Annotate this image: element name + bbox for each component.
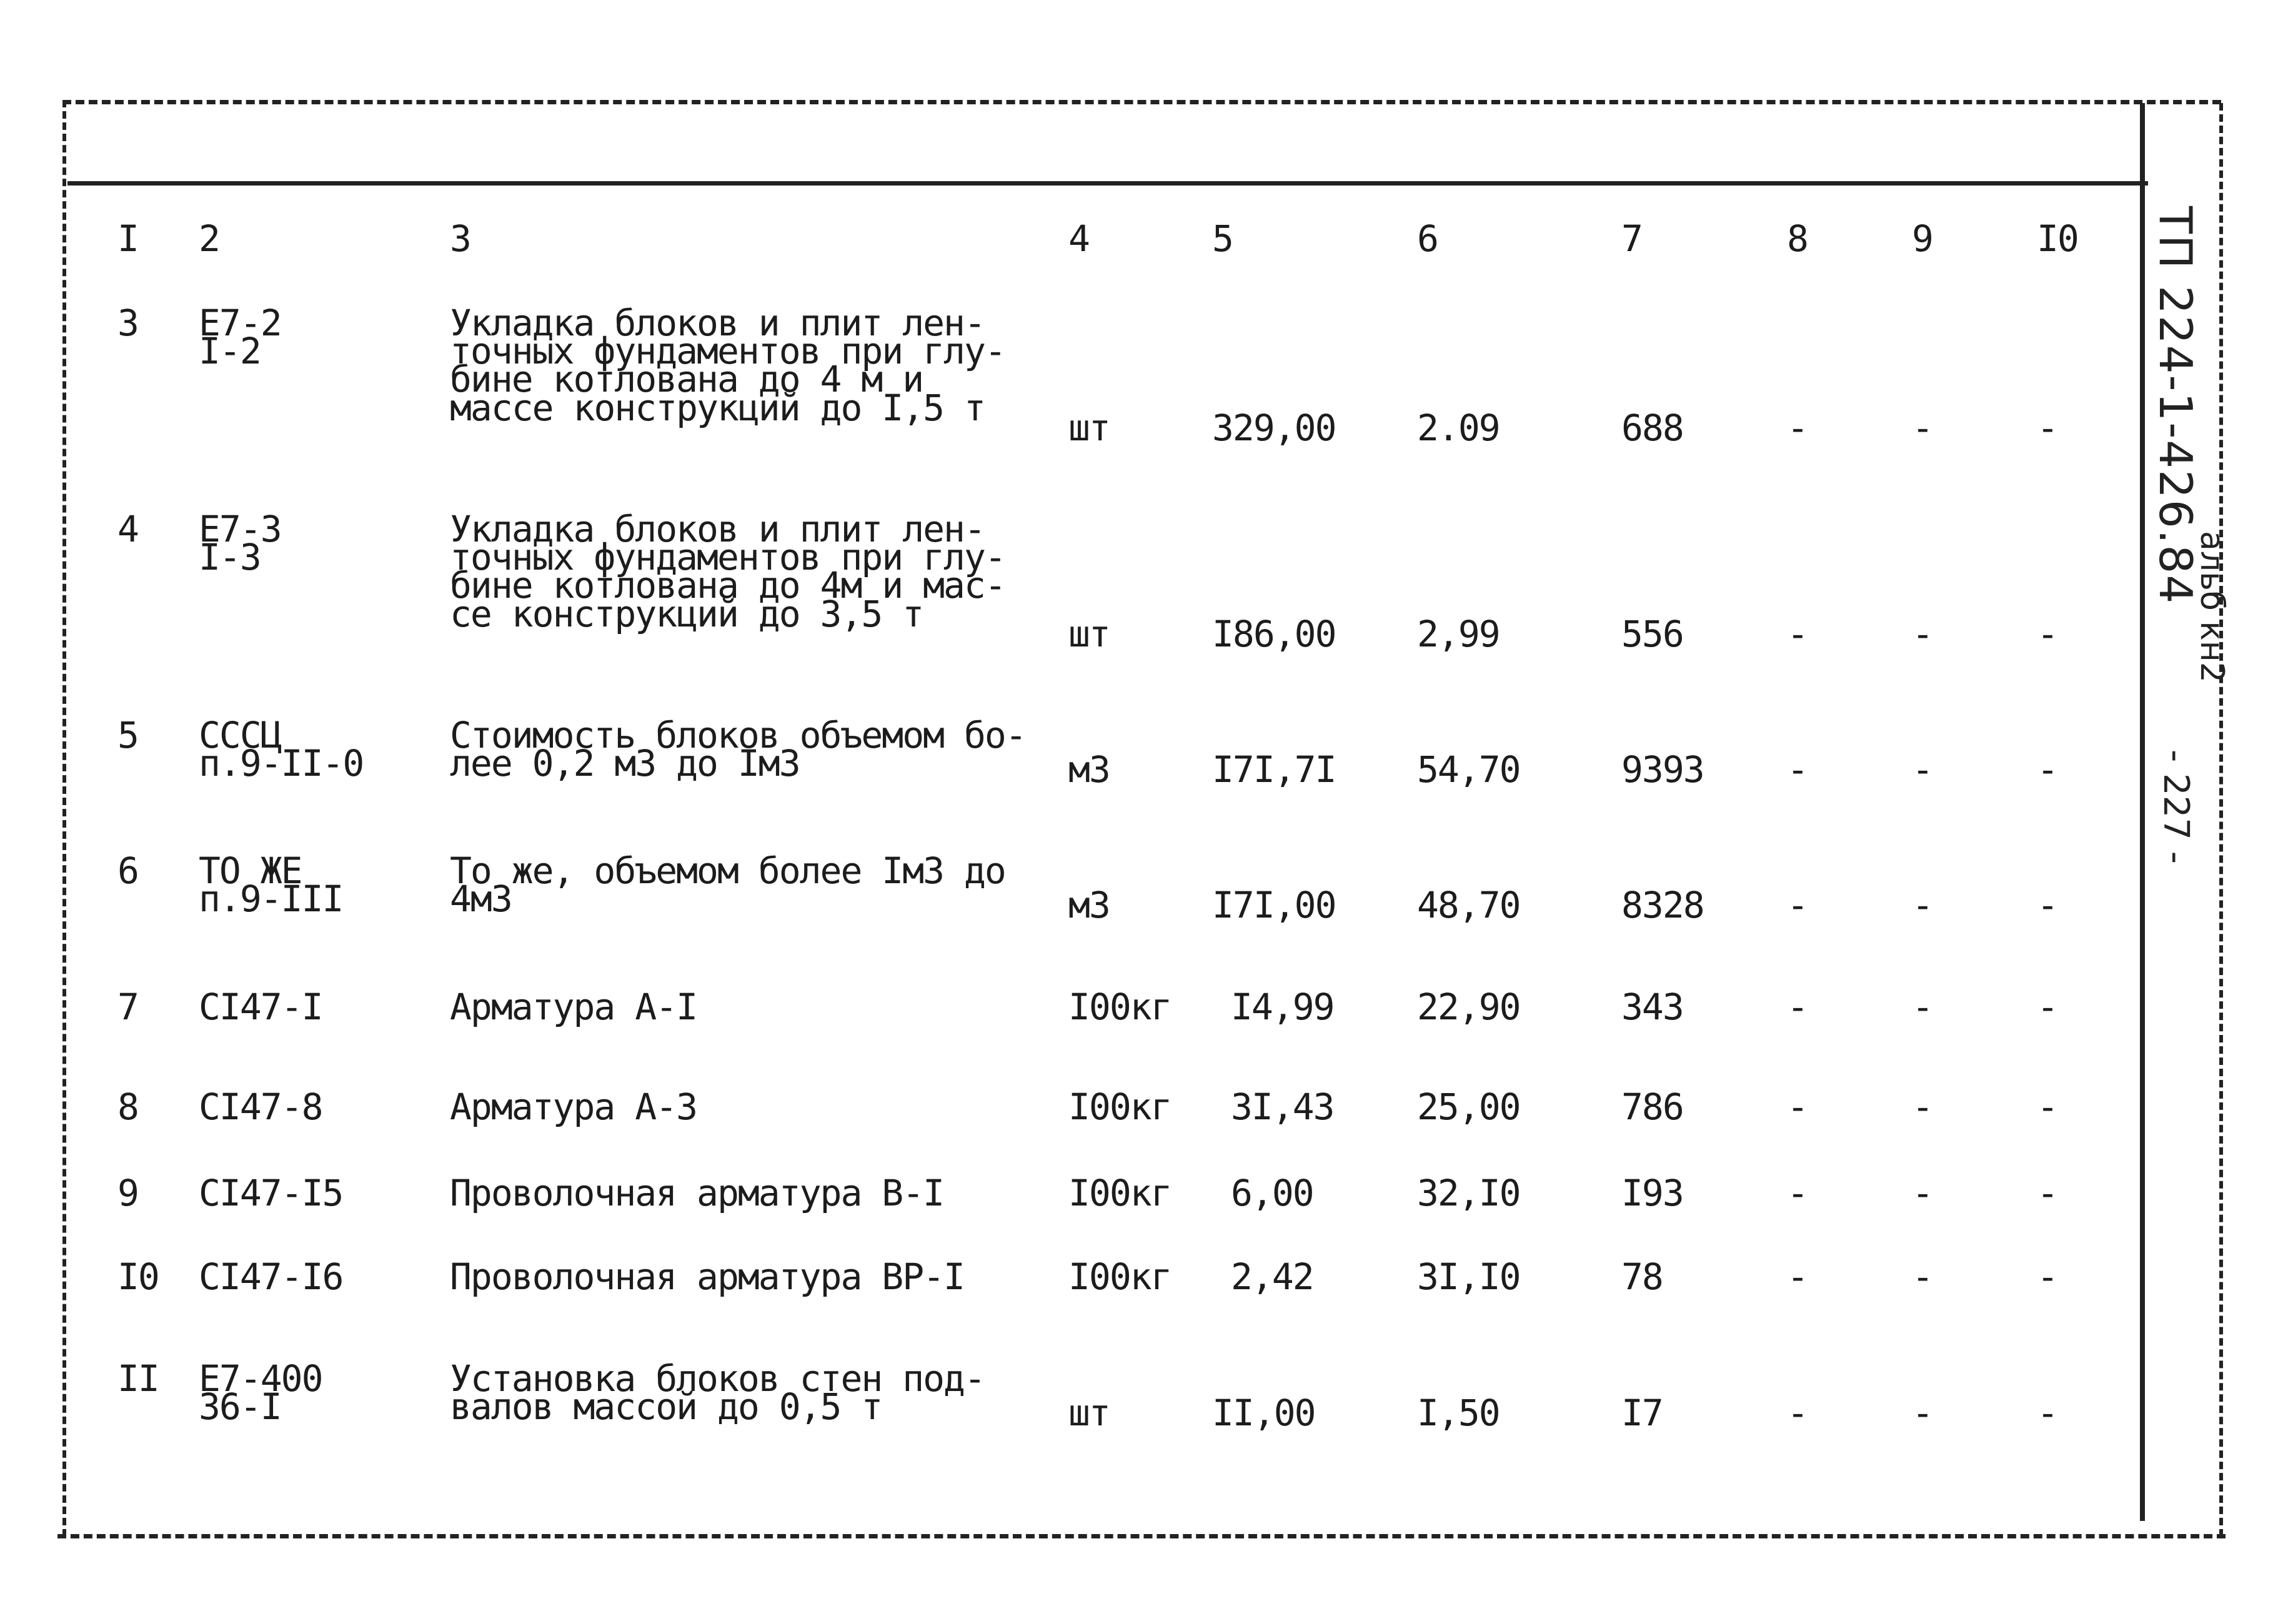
header-col-4: 4	[1068, 217, 1089, 260]
row-unit: шт	[1068, 1392, 1110, 1434]
stamp-document-code: ТП 224-1-426.84	[2149, 206, 2202, 605]
row-col-9: -	[1912, 748, 1932, 791]
row-col-10: -	[2037, 1392, 2057, 1434]
row-quantity: I7I,7I	[1212, 748, 1336, 791]
row-number: 3	[117, 302, 138, 344]
row-col-8: -	[1787, 884, 1808, 926]
row-col-8: -	[1787, 613, 1808, 655]
row-total: 556	[1621, 613, 1683, 655]
row-unit-price: 48,70	[1417, 884, 1520, 926]
row-col-10: -	[2037, 1086, 2057, 1128]
frame-inner-top-border	[67, 181, 2148, 186]
header-col-9: 9	[1912, 217, 1932, 260]
header-col-5: 5	[1212, 217, 1233, 260]
row-col-9: -	[1912, 1172, 1932, 1214]
row-unit: шт	[1068, 613, 1110, 655]
row-code: ТО ЖЕ п.9-III	[199, 849, 343, 921]
row-unit: м3	[1068, 884, 1110, 926]
row-number: 5	[117, 714, 138, 756]
frame-top-border	[62, 100, 2221, 104]
row-col-10: -	[2037, 1255, 2057, 1298]
row-quantity: 6,00	[1231, 1172, 1313, 1214]
row-col-10: -	[2037, 1172, 2057, 1214]
row-number: 4	[117, 508, 138, 550]
row-col-8: -	[1787, 1255, 1808, 1298]
row-unit-price: 22,90	[1417, 986, 1520, 1028]
row-number: 9	[117, 1172, 138, 1214]
row-col-10: -	[2037, 407, 2057, 449]
row-quantity: 329,00	[1212, 407, 1336, 449]
row-code: Е7-2 I-2	[199, 302, 281, 373]
stamp-album-note: альб кн2	[2193, 531, 2231, 683]
row-col-8: -	[1787, 407, 1808, 449]
row-col-9: -	[1912, 613, 1932, 655]
row-code: СI47-I	[199, 986, 322, 1028]
row-quantity: I7I,00	[1212, 884, 1336, 926]
row-description: Укладка блоков и плит лен- точных фундаментов при глу- бине котлована до 4м и мас- се конструкций до 3,5 т	[450, 508, 1005, 635]
frame-left-border	[62, 100, 66, 1537]
row-col-8: -	[1787, 1172, 1808, 1214]
row-quantity: II,00	[1212, 1392, 1315, 1434]
row-unit-price: 54,70	[1417, 748, 1520, 791]
stamp-divider-line	[2140, 103, 2145, 1521]
row-total: I93	[1621, 1172, 1683, 1214]
row-description: Стоимость блоков объемом бо- лее 0,2 м3 до Iм3	[450, 714, 1026, 785]
row-description: То же, объемом более Iм3 до 4м3	[450, 849, 1005, 921]
row-description: Установка блоков стен под- валов массой до 0,5 т	[450, 1357, 985, 1428]
row-quantity: I4,99	[1231, 986, 1334, 1028]
row-unit-price: 2.09	[1417, 407, 1500, 449]
header-col-6: 6	[1417, 217, 1438, 260]
row-col-9: -	[1912, 884, 1932, 926]
row-code: СI47-8	[199, 1086, 322, 1128]
row-col-10: -	[2037, 748, 2057, 791]
row-number: I0	[117, 1255, 159, 1298]
row-total: 78	[1621, 1255, 1663, 1298]
row-description: Проволочная арматура В-I	[450, 1172, 944, 1214]
row-unit: шт	[1068, 407, 1110, 449]
row-total: 786	[1621, 1086, 1683, 1128]
row-unit-price: 3I,I0	[1417, 1255, 1520, 1298]
row-unit: I00кг	[1068, 1172, 1171, 1214]
row-number: II	[117, 1357, 159, 1400]
row-col-9: -	[1912, 1392, 1932, 1434]
frame-right-border	[2219, 103, 2223, 1537]
row-col-9: -	[1912, 407, 1932, 449]
row-number: 8	[117, 1086, 138, 1128]
row-col-8: -	[1787, 1392, 1808, 1434]
row-number: 6	[117, 849, 138, 892]
row-unit: I00кг	[1068, 1255, 1171, 1298]
header-col-1: I	[117, 217, 138, 260]
row-col-10: -	[2037, 986, 2057, 1028]
row-unit-price: 25,00	[1417, 1086, 1520, 1128]
row-total: I7	[1621, 1392, 1663, 1434]
row-unit-price: I,50	[1417, 1392, 1500, 1434]
stamp-page-number: - 227 -	[2156, 750, 2196, 864]
row-description: Арматура А-I	[450, 986, 697, 1028]
row-unit: м3	[1068, 748, 1110, 791]
row-total: 8328	[1621, 884, 1704, 926]
row-description: Укладка блоков и плит лен- точных фундаментов при глу- бине котлована до 4 м и массе конструкций до I,5 т	[450, 302, 1005, 429]
row-code: Е7-3 I-3	[199, 508, 281, 579]
header-col-3: 3	[450, 217, 470, 260]
header-col-8: 8	[1787, 217, 1808, 260]
row-unit: I00кг	[1068, 986, 1171, 1028]
row-col-8: -	[1787, 748, 1808, 791]
row-total: 343	[1621, 986, 1683, 1028]
row-code: СI47-I5	[199, 1172, 343, 1214]
row-col-9: -	[1912, 1255, 1932, 1298]
row-col-8: -	[1787, 986, 1808, 1028]
row-unit: I00кг	[1068, 1086, 1171, 1128]
row-quantity: 3I,43	[1231, 1086, 1334, 1128]
row-col-9: -	[1912, 1086, 1932, 1128]
row-quantity: 2,42	[1231, 1255, 1313, 1298]
row-col-10: -	[2037, 613, 2057, 655]
row-col-8: -	[1787, 1086, 1808, 1128]
row-quantity: I86,00	[1212, 613, 1336, 655]
header-col-2: 2	[199, 217, 219, 260]
row-col-9: -	[1912, 986, 1932, 1028]
document-stamp	[2149, 206, 2231, 956]
frame-bottom-border	[57, 1534, 2226, 1538]
header-col-7: 7	[1621, 217, 1642, 260]
row-unit-price: 2,99	[1417, 613, 1500, 655]
row-total: 9393	[1621, 748, 1704, 791]
row-unit-price: 32,I0	[1417, 1172, 1520, 1214]
row-code: СССЦ п.9-II-0	[199, 714, 364, 785]
row-code: Е7-400 36-I	[199, 1357, 322, 1428]
row-number: 7	[117, 986, 138, 1028]
header-col-10: I0	[2037, 217, 2078, 260]
row-col-10: -	[2037, 884, 2057, 926]
row-total: 688	[1621, 407, 1683, 449]
row-code: СI47-I6	[199, 1255, 343, 1298]
row-description: Арматура А-3	[450, 1086, 697, 1128]
row-description: Проволочная арматура ВР-I	[450, 1255, 964, 1298]
